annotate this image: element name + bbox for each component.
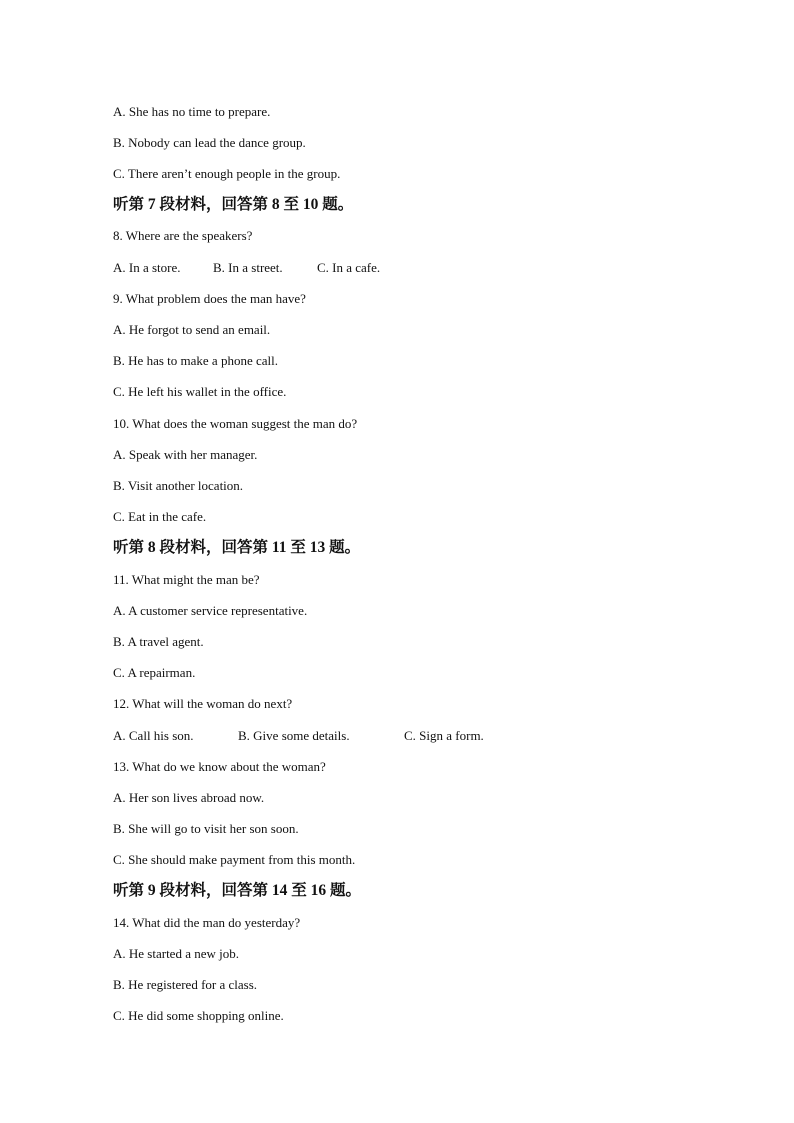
question-8-option-a: A. In a store. xyxy=(113,260,181,275)
question-12-options xyxy=(113,727,713,745)
question-10-option-a: A. Speak with her manager. xyxy=(113,447,258,462)
question-14-option-c: C. He did some shopping online. xyxy=(113,1008,284,1023)
question-11-option-c: C. A repairman. xyxy=(113,665,196,680)
question-8-options xyxy=(113,259,713,277)
section-heading-7: 听第 7 段材料，回答第 8 至 10 题。 xyxy=(113,196,354,213)
question-13: 13. What do we know about the woman? xyxy=(113,759,326,774)
question-12-option-b: B. Give some details. xyxy=(238,728,350,743)
question-11-option-a: A. A customer service representative. xyxy=(113,603,308,618)
question-10: 10. What does the woman suggest the man do? xyxy=(113,416,358,431)
question-9-option-c: C. He left his wallet in the office. xyxy=(113,384,287,399)
option-prev-b: B. Nobody can lead the dance group. xyxy=(113,135,306,150)
section-heading-8: 听第 8 段材料，回答第 11 至 13 题。 xyxy=(113,539,361,556)
question-14: 14. What did the man do yesterday? xyxy=(113,915,301,930)
question-9: 9. What problem does the man have? xyxy=(113,291,306,306)
question-13-option-c: C. She should make payment from this month. xyxy=(113,852,356,867)
question-12-option-a: A. Call his son. xyxy=(113,728,194,743)
section-heading-9: 听第 9 段材料，回答第 14 至 16 题。 xyxy=(113,882,362,899)
question-9-option-b: B. He has to make a phone call. xyxy=(113,353,278,368)
question-13-option-b: B. She will go to visit her son soon. xyxy=(113,821,299,836)
option-prev-c: C. There aren’t enough people in the group. xyxy=(113,166,341,181)
question-10-option-b: B. Visit another location. xyxy=(113,478,244,493)
question-11: 11. What might the man be? xyxy=(113,572,260,587)
question-14-option-a: A. He started a new job. xyxy=(113,946,239,961)
question-8-option-b: B. In a street. xyxy=(213,260,283,275)
question-8: 8. Where are the speakers? xyxy=(113,228,253,243)
question-12: 12. What will the woman do next? xyxy=(113,696,293,711)
question-13-option-a: A. Her son lives abroad now. xyxy=(113,790,265,805)
question-11-option-b: B. A travel agent. xyxy=(113,634,204,649)
question-9-option-a: A. He forgot to send an email. xyxy=(113,322,271,337)
question-10-option-c: C. Eat in the cafe. xyxy=(113,509,207,524)
question-12-option-c: C. Sign a form. xyxy=(404,728,484,743)
question-14-option-b: B. He registered for a class. xyxy=(113,977,258,992)
option-prev-a: A. She has no time to prepare. xyxy=(113,104,271,119)
question-8-option-c: C. In a cafe. xyxy=(317,260,381,275)
